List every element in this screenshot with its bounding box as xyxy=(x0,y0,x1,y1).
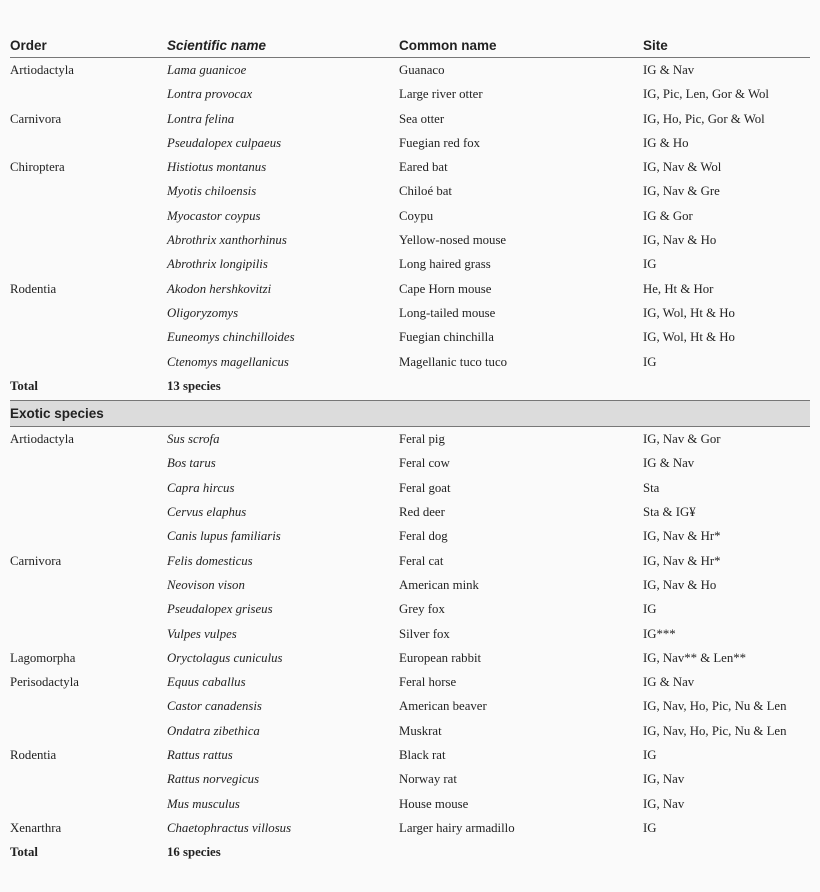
order-cell: Artiodactyla xyxy=(10,432,74,447)
common-name-cell: House mouse xyxy=(399,796,469,811)
site-cell: IG, Nav & Gor xyxy=(643,432,721,447)
scientific-name-cell: Felis domesticus xyxy=(167,553,253,568)
table-row xyxy=(10,549,810,573)
scientific-name-cell: Pseudalopex culpaeus xyxy=(167,135,282,150)
common-name-cell: Black rat xyxy=(399,748,446,763)
site-cell: IG & Gor xyxy=(643,208,693,223)
scientific-name-cell: Capra hircus xyxy=(167,480,235,495)
scientific-name-cell: Oligoryzomys xyxy=(167,305,239,320)
scientific-name-cell: Abrothrix xanthorhinus xyxy=(167,233,287,248)
common-name-cell: Long haired grass xyxy=(399,257,491,272)
table-row xyxy=(10,622,810,646)
exotic-total-row xyxy=(10,840,810,864)
site-cell: IG, Nav & Hr* xyxy=(643,529,721,544)
header-order: Order xyxy=(10,38,47,53)
table-row xyxy=(10,350,810,374)
scientific-name-cell: Oryctolagus cuniculus xyxy=(167,650,283,665)
site-cell: Sta & IG¥ xyxy=(643,505,696,520)
site-cell: IG, Nav xyxy=(643,772,685,787)
table-row xyxy=(10,131,810,155)
site-cell: IG, Ho, Pic, Gor & Wol xyxy=(643,111,765,126)
scientific-name-cell: Myocastor coypus xyxy=(167,208,261,223)
site-cell: IG, Nav & Wol xyxy=(643,160,722,175)
header-site: Site xyxy=(643,38,668,53)
common-name-cell: Sea otter xyxy=(399,111,445,126)
scientific-name-cell: Sus scrofa xyxy=(167,432,220,447)
site-cell: IG xyxy=(643,820,657,835)
site-cell: IG, Nav & Hr* xyxy=(643,553,721,568)
order-cell: Carnivora xyxy=(10,111,62,126)
common-name-cell: Guanaco xyxy=(399,63,445,77)
common-name-cell: Long-tailed mouse xyxy=(399,305,496,320)
site-cell: IG, Nav xyxy=(643,796,685,811)
scientific-name-cell: Chaetophractus villosus xyxy=(167,820,292,835)
site-cell: IG & Nav xyxy=(643,63,695,77)
site-cell: IG xyxy=(643,257,657,272)
common-name-cell: Fuegian chinchilla xyxy=(399,330,494,345)
common-name-cell: Cape Horn mouse xyxy=(399,281,492,296)
total-value: 16 species xyxy=(167,845,221,860)
species-table xyxy=(10,32,810,865)
order-cell: Xenarthra xyxy=(10,820,62,835)
common-name-cell: Fuegian red fox xyxy=(399,135,481,150)
site-cell: IG, Nav & Ho xyxy=(643,233,717,248)
scientific-name-cell: Pseudalopex griseus xyxy=(167,602,273,617)
site-cell: IG xyxy=(643,602,657,617)
common-name-cell: Chiloé bat xyxy=(399,184,452,199)
table-row xyxy=(10,743,810,767)
table-row xyxy=(10,301,810,325)
site-cell: IG, Nav & Gre xyxy=(643,184,720,199)
table-row xyxy=(10,427,810,451)
table-row xyxy=(10,107,810,131)
scientific-name-cell: Vulpes vulpes xyxy=(167,626,237,641)
site-cell: IG, Nav, Ho, Pic, Nu & Len xyxy=(643,699,787,714)
scientific-name-cell: Rattus norvegicus xyxy=(167,772,260,787)
site-cell: IG, Nav** & Len** xyxy=(643,650,747,665)
site-cell: IG & Nav xyxy=(643,456,695,471)
scientific-name-cell: Lama guanicoe xyxy=(167,63,247,77)
table-row xyxy=(10,524,810,548)
site-cell: IG & Nav xyxy=(643,675,695,690)
table-row xyxy=(10,228,810,252)
scientific-name-cell: Mus musculus xyxy=(167,796,240,811)
scientific-name-cell: Abrothrix longipilis xyxy=(167,257,268,272)
exotic-section-title: Exotic species xyxy=(10,406,104,422)
scientific-name-cell: Ctenomys magellanicus xyxy=(167,354,289,369)
site-cell: IG xyxy=(643,354,657,369)
common-name-cell: Eared bat xyxy=(399,160,448,175)
scientific-name-cell: Myotis chiloensis xyxy=(167,184,257,199)
table-row xyxy=(10,646,810,670)
order-cell: Carnivora xyxy=(10,553,62,568)
common-name-cell: American beaver xyxy=(399,699,487,714)
total-label: Total xyxy=(10,845,38,860)
common-name-cell: Large river otter xyxy=(399,87,483,102)
table-row xyxy=(10,597,810,621)
native-species-body xyxy=(10,58,810,374)
table-row xyxy=(10,325,810,349)
site-cell: IG, Nav, Ho, Pic, Nu & Len xyxy=(643,723,787,738)
order-cell: Rodentia xyxy=(10,281,57,296)
exotic-section-header xyxy=(10,400,810,427)
table-row xyxy=(10,58,810,82)
site-cell: IG, Wol, Ht & Ho xyxy=(643,330,735,345)
table-row xyxy=(10,252,810,276)
common-name-cell: Yellow-nosed mouse xyxy=(399,233,507,248)
order-cell: Chiroptera xyxy=(10,160,65,175)
common-name-cell: Red deer xyxy=(399,505,445,520)
common-name-cell: Norway rat xyxy=(399,772,457,787)
scientific-name-cell: Ondatra zibethica xyxy=(167,723,260,738)
common-name-cell: Coypu xyxy=(399,208,434,223)
common-name-cell: European rabbit xyxy=(399,650,482,665)
site-cell: IG, Pic, Len, Gor & Wol xyxy=(643,87,769,102)
table-row xyxy=(10,670,810,694)
common-name-cell: Magellanic tuco tuco xyxy=(399,354,508,369)
table-header xyxy=(10,32,810,58)
total-value: 13 species xyxy=(167,378,221,393)
scientific-name-cell: Lontra felina xyxy=(167,111,235,126)
table-row xyxy=(10,179,810,203)
exotic-species-body xyxy=(10,427,810,840)
common-name-cell: Feral horse xyxy=(399,675,457,690)
common-name-cell: Muskrat xyxy=(399,723,442,738)
site-cell: IG xyxy=(643,748,657,763)
scientific-name-cell: Rattus rattus xyxy=(167,748,233,763)
table-row xyxy=(10,82,810,106)
common-name-cell: Silver fox xyxy=(399,626,450,641)
scientific-name-cell: Equus caballus xyxy=(167,675,246,690)
table-row xyxy=(10,476,810,500)
table-row xyxy=(10,719,810,743)
site-cell: IG, Nav & Ho xyxy=(643,577,717,592)
common-name-cell: Feral cow xyxy=(399,456,450,471)
table-row xyxy=(10,204,810,228)
scientific-name-cell: Castor canadensis xyxy=(167,699,262,714)
scientific-name-cell: Euneomys chinchilloides xyxy=(167,330,295,345)
site-cell: IG & Ho xyxy=(643,135,689,150)
table-row xyxy=(10,816,810,840)
site-cell: He, Ht & Hor xyxy=(643,281,714,296)
header-common-name: Common name xyxy=(399,38,497,53)
site-cell: IG*** xyxy=(643,626,676,641)
common-name-cell: Grey fox xyxy=(399,602,445,617)
common-name-cell: Feral dog xyxy=(399,529,448,544)
scientific-name-cell: Bos tarus xyxy=(167,456,216,471)
scientific-name-cell: Akodon hershkovitzi xyxy=(167,281,272,296)
table-row xyxy=(10,767,810,791)
common-name-cell: Larger hairy armadillo xyxy=(399,820,515,835)
table-row xyxy=(10,792,810,816)
common-name-cell: Feral cat xyxy=(399,553,444,568)
scientific-name-cell: Cervus elaphus xyxy=(167,505,247,520)
scientific-name-cell: Lontra provocax xyxy=(167,87,253,102)
header-scientific-name: Scientific name xyxy=(167,38,267,53)
scientific-name-cell: Neovison vison xyxy=(167,577,245,592)
order-cell: Artiodactyla xyxy=(10,63,74,77)
table-row xyxy=(10,573,810,597)
site-cell: Sta xyxy=(643,480,660,495)
native-total-row xyxy=(10,374,810,398)
table-row xyxy=(10,694,810,718)
order-cell: Rodentia xyxy=(10,748,57,763)
total-label: Total xyxy=(10,378,38,393)
table-row xyxy=(10,500,810,524)
scientific-name-cell: Histiotus montanus xyxy=(167,160,267,175)
table-row xyxy=(10,155,810,179)
order-cell: Perisodactyla xyxy=(10,675,79,690)
table-row xyxy=(10,451,810,475)
common-name-cell: American mink xyxy=(399,577,479,592)
order-cell: Lagomorpha xyxy=(10,650,76,665)
site-cell: IG, Wol, Ht & Ho xyxy=(643,305,735,320)
table-row xyxy=(10,277,810,301)
scientific-name-cell: Canis lupus familiaris xyxy=(167,529,281,544)
common-name-cell: Feral goat xyxy=(399,480,451,495)
common-name-cell: Feral pig xyxy=(399,432,445,447)
